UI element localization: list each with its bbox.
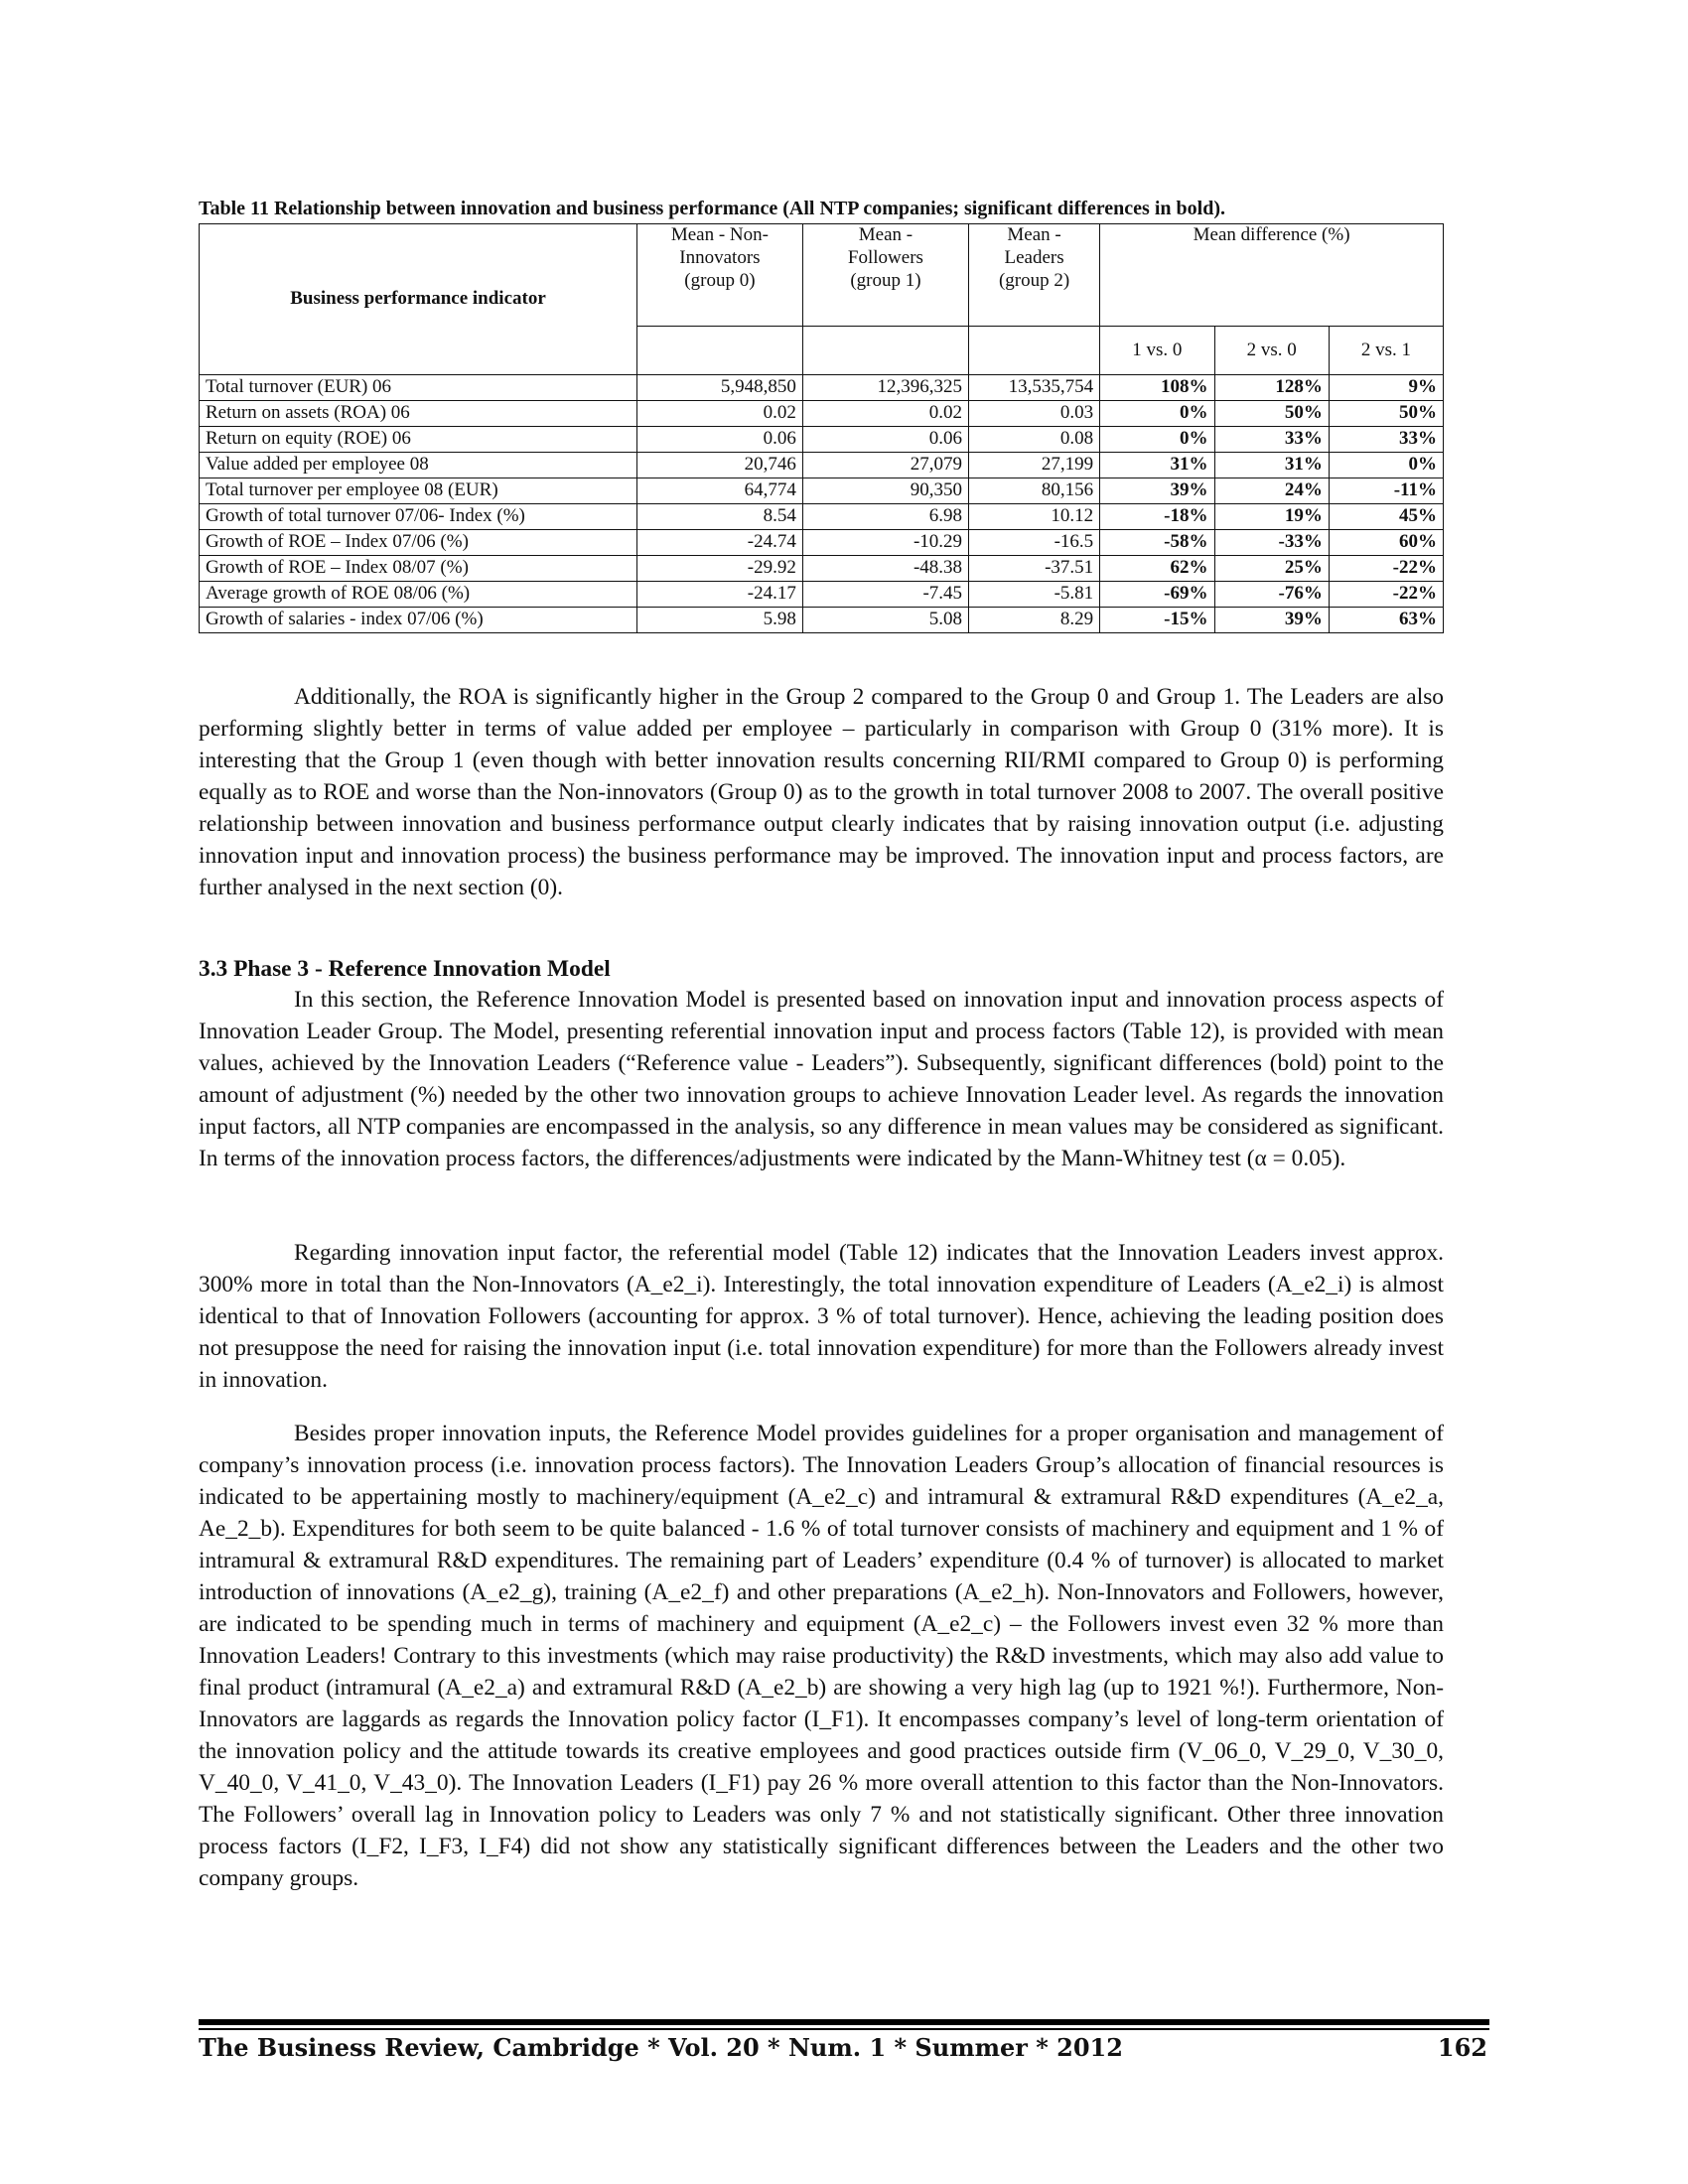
- mean-group1-cell: -7.45: [802, 582, 968, 608]
- header-line: Mean -: [858, 224, 914, 245]
- mean-group1-cell: 12,396,325: [802, 375, 968, 401]
- diff-1vs0-cell: 0%: [1100, 427, 1214, 453]
- indicator-cell: Total turnover (EUR) 06: [200, 375, 637, 401]
- indicator-cell: Average growth of ROE 08/06 (%): [200, 582, 637, 608]
- diff-2vs0-cell: 19%: [1214, 504, 1329, 530]
- table-row: [200, 530, 1444, 556]
- paragraph-roa: Additionally, the ROA is significantly higher in the Group 2 compared to the Group 0 and Group 1. The Leaders are also performing slightly better in terms of value added per employee – particularly in comparison with Group 0 (31% more). It is interesting that the Group 1 (even though with better innovation results concerning RII/RMI compared to Group 0) is performing equally as to ROE and worse than the Non-innovators (Group 0) as to the growth in total turnover 2008 to 2007. The overall positive relationship between innovation and business performance output clearly indicates that by raising innovation output (i.e. adjusting innovation input and innovation process) the business performance may be improved. The innovation input and process factors, are further analysed in the next section (0).: [199, 684, 1444, 900]
- mean-difference-header: Mean difference (%): [1100, 224, 1444, 327]
- mean-group1-cell: 5.08: [802, 608, 968, 633]
- diff-1vs0-cell: 39%: [1100, 478, 1214, 504]
- paragraph-innovation-input: Regarding innovation input factor, the referential model (Table 12) indicates that the Innovation Leaders invest approx. 300% more in total than the Non-Innovators (A_e2_i). Interestingly, the total innovation expenditure of Leaders (A_e2_i) is almost identical to that of Innovation Followers (accounting for approx. 3 % of total turnover). Hence, achieving the leading position does not presuppose the need for raising the innovation input (i.e. total innovation expenditure) for more than the Followers already invest in innovation.: [199, 1240, 1444, 1393]
- diff-2vs0-cell: 31%: [1214, 453, 1329, 478]
- diff-1vs0-cell: 62%: [1100, 556, 1214, 582]
- diff-2vs1-cell: -22%: [1329, 582, 1443, 608]
- indicator-cell: Total turnover per employee 08 (EUR): [200, 478, 637, 504]
- mean-group0-cell: 20,746: [637, 453, 803, 478]
- diff-2vs0-cell: 24%: [1214, 478, 1329, 504]
- diff-2vs1-cell: 50%: [1329, 401, 1443, 427]
- mean-group2-cell: -16.5: [969, 530, 1100, 556]
- diff-1vs0-cell: -69%: [1100, 582, 1214, 608]
- header-line: (group 1): [850, 269, 921, 291]
- mean-leaders-header: [969, 224, 1100, 327]
- page-number: 162: [1437, 2033, 1487, 2062]
- table-row: [200, 427, 1444, 453]
- diff-header-2vs1: 2 vs. 1: [1329, 327, 1443, 375]
- mean-group2-cell: 0.03: [969, 401, 1100, 427]
- mean-group1-cell: -48.38: [802, 556, 968, 582]
- indicator-header: Business performance indicator: [200, 224, 637, 375]
- indicator-cell: Growth of total turnover 07/06- Index (%): [200, 504, 637, 530]
- blank-header-cell: [969, 327, 1100, 375]
- mean-group1-cell: 0.06: [802, 427, 968, 453]
- mean-group0-cell: 0.06: [637, 427, 803, 453]
- header-line: Leaders: [1004, 246, 1064, 268]
- diff-2vs0-cell: 39%: [1214, 608, 1329, 633]
- mean-group2-cell: 0.08: [969, 427, 1100, 453]
- diff-2vs1-cell: 63%: [1329, 608, 1443, 633]
- paragraph-reference-model: In this section, the Reference Innovation Model is presented based on innovation input and innovation process aspects of Innovation Leader Group. The Model, presenting referential innovation input and process factors (Table 12), is provided with mean values, achieved by the Innovation Leaders (“Reference value - Leaders”). Subsequently, significant differences (bold) point to the amount of adjustment (%) needed by the other two innovation groups to achieve Innovation Leader level. As regards the innovation input factors, all NTP companies are encompassed in the analysis, so any difference in mean values may be considered as significant. In terms of the innovation process factors, the differences/adjustments were indicated by the Mann-Whitney test (α = 0.05).: [199, 987, 1444, 1171]
- indicator-cell: Growth of ROE – Index 07/06 (%): [200, 530, 637, 556]
- diff-header-2vs0: 2 vs. 0: [1214, 327, 1329, 375]
- mean-group2-cell: -37.51: [969, 556, 1100, 582]
- blank-header-cell: [802, 327, 968, 375]
- table-row: [200, 504, 1444, 530]
- table-row: [200, 401, 1444, 427]
- diff-header-1vs0: 1 vs. 0: [1100, 327, 1214, 375]
- mean-group2-cell: 80,156: [969, 478, 1100, 504]
- paragraph-innovation-process: Besides proper innovation inputs, the Reference Model provides guidelines for a proper organisation and management of company’s innovation process (i.e. innovation process factors). The Innovation Leaders Group’s allocation of financial resources is indicated to be appertaining mostly to machinery/equipment (A_e2_c) and intramural & extramural R&D expenditures (A_e2_a, Ae_2_b). Expenditures for both seem to be quite balanced - 1.6 % of total turnover consists of machinery and equipment and 1 % of intramural & extramural R&D expenditures. The remaining part of Leaders’ expenditure (0.4 % of turnover) is allocated to market introduction of innovations (A_e2_g), training (A_e2_f) and other preparations (A_e2_h). Non-Innovators and Followers, however, are indicated to be spending much in terms of machinery and equipment (A_e2_c) – the Followers invest even 32 % more than Innovation Leaders! Contrary to this investments (which may raise productivity) the R&D investments, which may also add value to final product (intramural (A_e2_a) and extramural R&D (A_e2_b) are showing a very high lag (up to 1921 %!). Furthermore, Non-Innovators are laggards as regards the Innovation policy factor (I_F1). It encompasses company’s level of long-term orientation of the innovation policy and the attitude towards its creative employees and good practices outside firm (V_06_0, V_29_0, V_30_0, V_40_0, V_41_0, V_43_0). The Innovation Leaders (I_F1) pay 26 % more overall attention to this factor than the Non-Innovators. The Followers’ overall lag in Innovation policy to Leaders was only 7 % and not statistically significant. Other three innovation process factors (I_F2, I_F3, I_F4) did not show any statistically significant differences between the Leaders and the other two company groups.: [199, 1421, 1444, 1891]
- table-row: [200, 556, 1444, 582]
- diff-2vs0-cell: 33%: [1214, 427, 1329, 453]
- diff-1vs0-cell: -15%: [1100, 608, 1214, 633]
- footer-rule-thin: [199, 2028, 1489, 2030]
- diff-2vs0-cell: -33%: [1214, 530, 1329, 556]
- diff-1vs0-cell: 0%: [1100, 401, 1214, 427]
- footer-journal: The Business Review, Cambridge * Vol. 20 * Num. 1 * Summer * 2012: [199, 2033, 1123, 2062]
- mean-group0-cell: 8.54: [637, 504, 803, 530]
- table-row: [200, 608, 1444, 633]
- mean-group2-cell: 13,535,754: [969, 375, 1100, 401]
- header-line: Mean -: [1007, 224, 1061, 245]
- mean-group1-cell: -10.29: [802, 530, 968, 556]
- mean-group1-cell: 90,350: [802, 478, 968, 504]
- mean-group0-cell: -24.17: [637, 582, 803, 608]
- diff-2vs1-cell: -22%: [1329, 556, 1443, 582]
- mean-group2-cell: 10.12: [969, 504, 1100, 530]
- section-heading: 3.3 Phase 3 - Reference Innovation Model: [199, 956, 611, 982]
- mean-group1-cell: 27,079: [802, 453, 968, 478]
- diff-1vs0-cell: -18%: [1100, 504, 1214, 530]
- diff-1vs0-cell: 108%: [1100, 375, 1214, 401]
- table-caption: Table 11 Relationship between innovation and business performance (All NTP companies; significant differences in bold).: [199, 198, 1225, 219]
- table-row: [200, 582, 1444, 608]
- header-line: (group 2): [998, 269, 1070, 291]
- table-row: [200, 453, 1444, 478]
- diff-1vs0-cell: -58%: [1100, 530, 1214, 556]
- indicator-cell: Return on assets (ROA) 06: [200, 401, 637, 427]
- mean-group0-cell: -24.74: [637, 530, 803, 556]
- diff-2vs1-cell: 45%: [1329, 504, 1443, 530]
- header-line: Followers: [847, 246, 923, 268]
- indicator-cell: Growth of ROE – Index 08/07 (%): [200, 556, 637, 582]
- mean-group1-cell: 6.98: [802, 504, 968, 530]
- diff-2vs1-cell: 0%: [1329, 453, 1443, 478]
- diff-2vs1-cell: 9%: [1329, 375, 1443, 401]
- mean-group2-cell: 8.29: [969, 608, 1100, 633]
- mean-group0-cell: 64,774: [637, 478, 803, 504]
- header-line: Innovators: [679, 246, 761, 268]
- mean-group0-cell: 5,948,850: [637, 375, 803, 401]
- table-row: [200, 375, 1444, 401]
- footer-rule-thick: [199, 2019, 1489, 2025]
- indicator-cell: Return on equity (ROE) 06: [200, 427, 637, 453]
- mean-non-innovators-header: [637, 224, 803, 327]
- blank-header-cell: [637, 327, 803, 375]
- table-body: [200, 375, 1444, 633]
- mean-group2-cell: -5.81: [969, 582, 1100, 608]
- diff-2vs1-cell: 60%: [1329, 530, 1443, 556]
- diff-2vs0-cell: 25%: [1214, 556, 1329, 582]
- mean-group0-cell: 0.02: [637, 401, 803, 427]
- indicator-cell: Value added per employee 08: [200, 453, 637, 478]
- header-line: Mean - Non-: [670, 224, 769, 245]
- mean-group0-cell: 5.98: [637, 608, 803, 633]
- diff-2vs0-cell: 50%: [1214, 401, 1329, 427]
- mean-followers-header: [802, 224, 968, 327]
- diff-2vs1-cell: 33%: [1329, 427, 1443, 453]
- header-line: (group 0): [684, 269, 756, 291]
- mean-group2-cell: 27,199: [969, 453, 1100, 478]
- performance-table: [199, 223, 1444, 633]
- diff-2vs0-cell: 128%: [1214, 375, 1329, 401]
- diff-1vs0-cell: 31%: [1100, 453, 1214, 478]
- diff-2vs0-cell: -76%: [1214, 582, 1329, 608]
- indicator-cell: Growth of salaries - index 07/06 (%): [200, 608, 637, 633]
- table-row: [200, 478, 1444, 504]
- diff-2vs1-cell: -11%: [1329, 478, 1443, 504]
- mean-group0-cell: -29.92: [637, 556, 803, 582]
- mean-group1-cell: 0.02: [802, 401, 968, 427]
